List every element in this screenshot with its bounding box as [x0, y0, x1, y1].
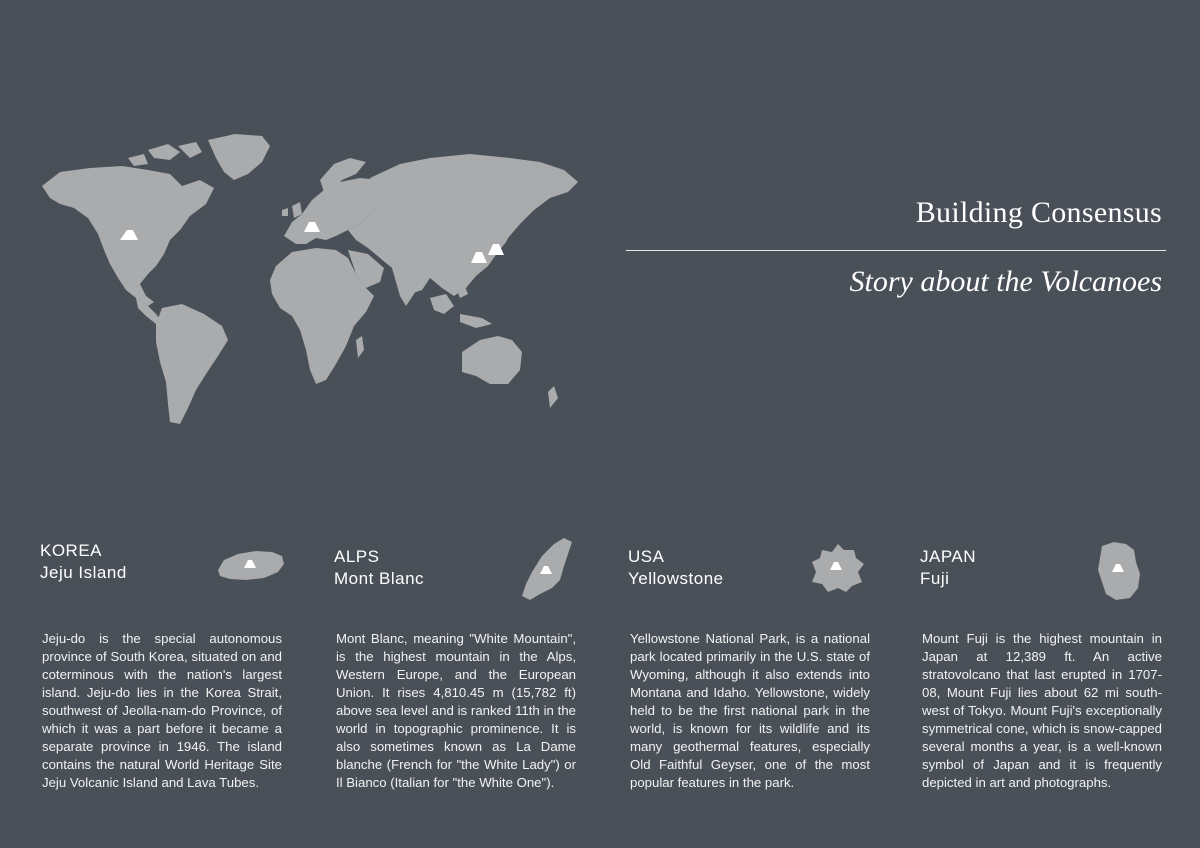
section-region: KOREA — [40, 541, 103, 560]
world-map — [30, 118, 590, 438]
section-name: Mont Blanc — [334, 569, 425, 588]
british-isles — [282, 202, 302, 218]
australia — [462, 336, 522, 384]
section-text: Mont Blanc, meaning "White Mountain", is the highest mountain in the Alps, Western Europe, and the European Union. It rises 4,810.45 m (15,782 ft) above sea level and is ranked 11th in the world in topographic prominence. It is also sometimes known as La Dame blanche (French for "the White Lady") or Il Bianco (Italian for "the White One"). — [336, 631, 576, 790]
section-text: Yellowstone National Park, is a national park located primarily in the U.S. state of Wyoming, although it also extends into Montana and Idaho. Yellowstone, widely held to be the first national park in the world, is known for its wildlife and its many geothermal features, especially Old Faithful Geyser, one of the most popular features in the park. — [630, 631, 870, 790]
jeju-island-shape — [216, 546, 288, 584]
section-name: Jeju Island — [40, 563, 127, 582]
title-block — [626, 196, 1166, 299]
southeast-asia — [430, 284, 492, 328]
section-alps — [334, 540, 578, 790]
section-japan — [920, 540, 1164, 790]
new-zealand — [548, 386, 558, 408]
continents — [42, 134, 578, 424]
section-name: Yellowstone — [628, 569, 724, 588]
arctic-islands — [128, 142, 202, 166]
mount-fuji-shape — [1094, 540, 1144, 602]
title-divider — [626, 250, 1166, 251]
page-subtitle: Story about the Volcanoes — [849, 265, 1162, 298]
yellowstone-shape — [808, 542, 866, 594]
section-name: Fuji — [920, 569, 950, 588]
greenland — [208, 134, 270, 180]
page-title: Building Consensus — [915, 196, 1162, 229]
section-region: JAPAN — [920, 547, 977, 566]
section-text: Jeju-do is the special autonomous province of South Korea, situated on and coterminous with the nation's largest island. Jeju-do lies in the Korea Strait, southwest of Jeolla-nam-do Province, of which it was a part before it became a separate province in 1946. The island contains the natural World Heritage Site Jeju Volcanic Island and Lava Tubes. — [42, 631, 282, 790]
mont-blanc-shape — [516, 536, 578, 604]
asia — [348, 154, 578, 296]
section-region: USA — [628, 547, 665, 566]
madagascar — [356, 336, 364, 358]
section-korea — [40, 540, 284, 790]
section-usa — [628, 540, 872, 790]
section-text: Mount Fuji is the highest mountain in Japan at 12,389 ft. An active stratovolcano that last erupted in 1707-08, Mount Fuji lies about 62 mi south-west of Tokyo. Mount Fuji's exceptionally symmetrical cone, which is snow-capped several months a year, is a well-known symbol of Japan and it is frequently depicted in art and photographs. — [922, 631, 1162, 790]
south-america — [156, 304, 228, 424]
section-region: ALPS — [334, 547, 380, 566]
